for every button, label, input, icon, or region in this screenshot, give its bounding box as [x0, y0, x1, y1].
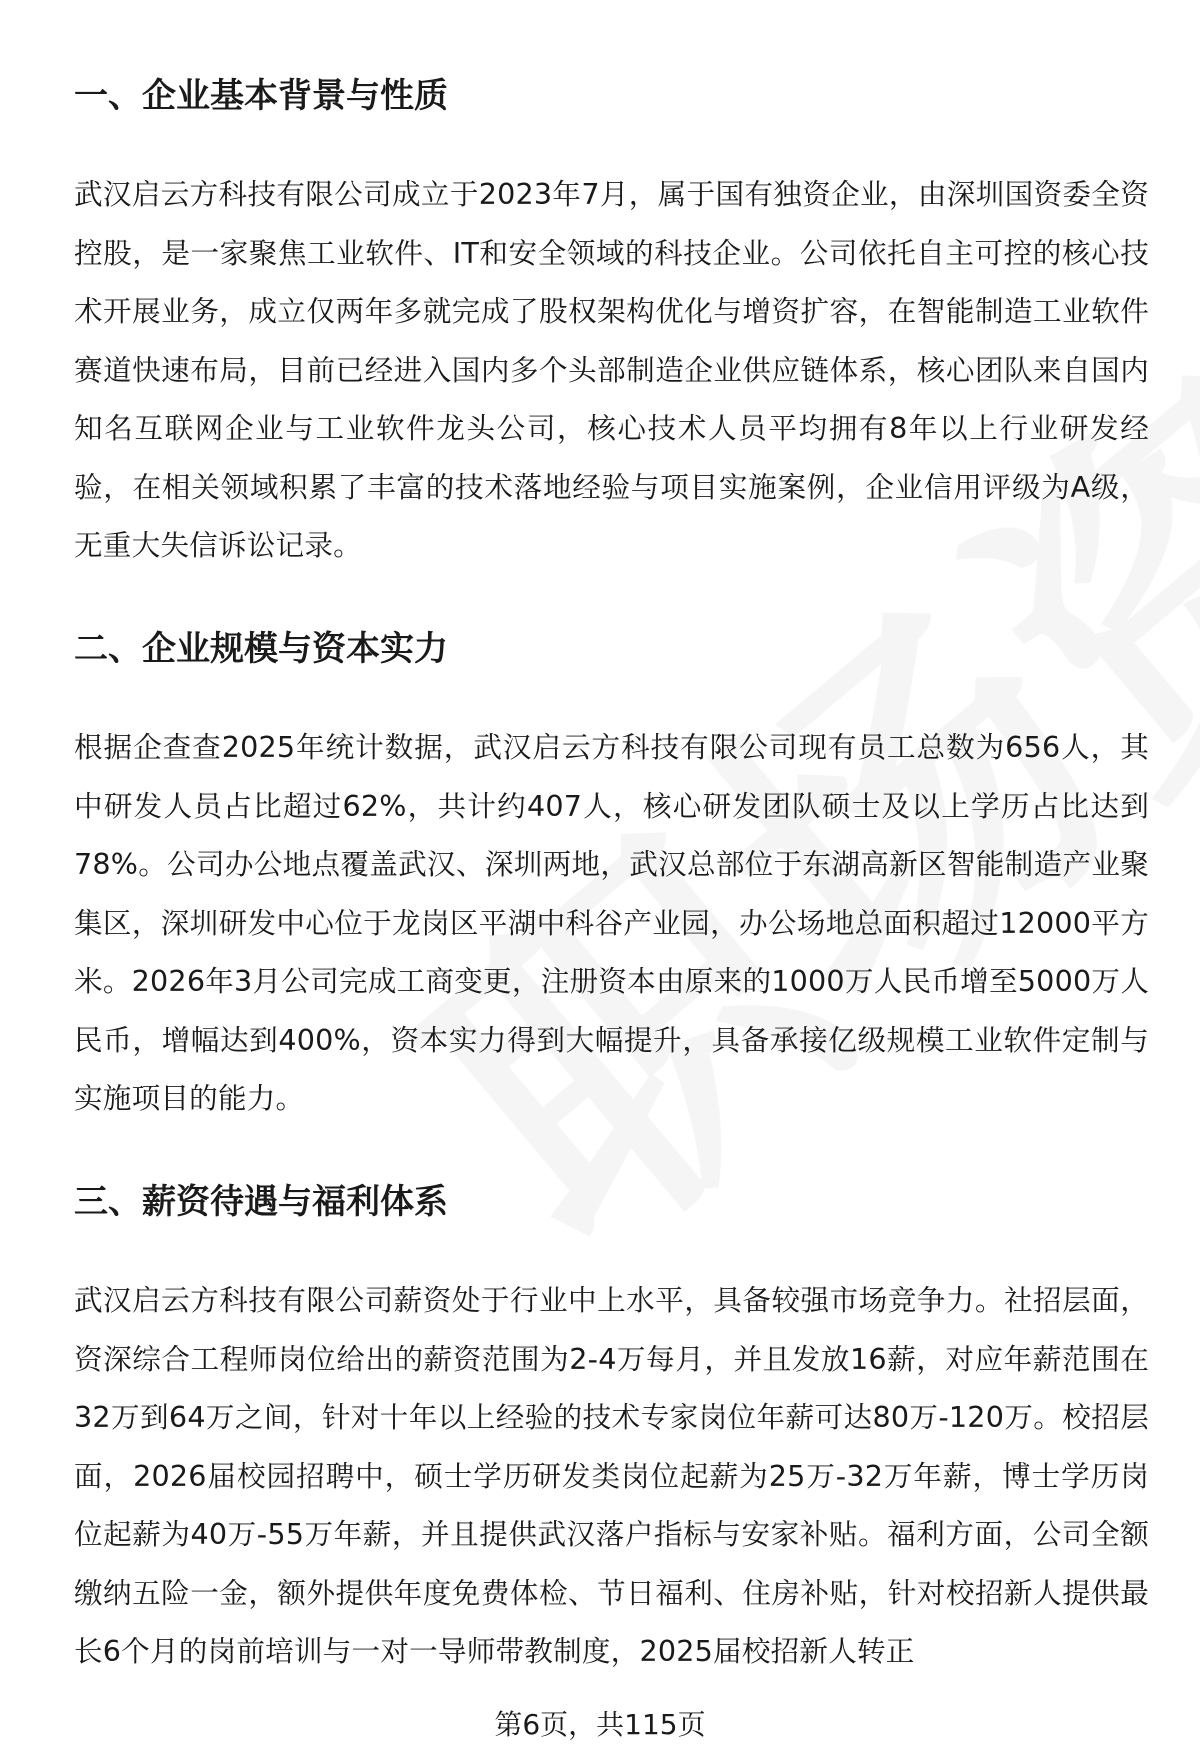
section-title-salary: 三、薪资待遇与福利体系: [74, 1182, 448, 1222]
section-body-scale: 根据企查查2025年统计数据，武汉启云方科技有限公司现有员工总数为656人，其中研发人员占比超过62%，共计约407人，核心研发团队硕士及以上学历占比达到78%。公司办公地点覆盖武汉、深圳两地，武汉总部位于东湖高新区智能制造产业聚集区，深圳研发中心位于龙岗区平湖中科谷产业园，办公场地总面积超过12000平方米。2026年3月公司完成工商变更，注册资本由原来的1000万人民币增至5000万人民币，增幅达到400%，资本实力得到大幅提升，具备承接亿级规模工业软件定制与实施项目的能力。: [74, 730, 1149, 1115]
section-title-background: 一、企业基本背景与性质: [74, 76, 448, 116]
page-number-footer: 第6页，共115页: [494, 1708, 706, 1741]
section-title-scale: 二、企业规模与资本实力: [74, 629, 448, 669]
section-body-background: 武汉启云方科技有限公司成立于2023年7月，属于国有独资企业，由深圳国资委全资控股，是一家聚焦工业软件、IT和安全领域的科技企业。公司依托自主可控的核心技术开展业务，成立仅两年多就完成了股权架构优化与增资扩容，在智能制造工业软件赛道快速布局，目前已经进入国内多个头部制造企业供应链体系，核心团队来自国内知名互联网企业与工业软件龙头公司，核心技术人员平均拥有8年以上行业研发经验，在相关领域积累了丰富的技术落地经验与项目实施案例，企业信用评级为A级，无重大失信诉讼记录。: [74, 177, 1149, 562]
section-body-salary: 武汉启云方科技有限公司薪资处于行业中上水平，具备较强市场竞争力。社招层面，资深综合工程师岗位给出的薪资范围为2-4万每月，并且发放16薪，对应年薪范围在32万到64万之间，针对十年以上经验的技术专家岗位年薪可达80万-120万。校招层面，2026届校园招聘中，硕士学历研发类岗位起薪为25万-32万年薪，博士学历岗位起薪为40万-55万年薪，并且提供武汉落户指标与安家补贴。福利方面，公司全额缴纳五险一金，额外提供年度免费体检、节日福利、住房补贴，针对校招新人提供最长6个月的岗前培训与一对一导师带教制度，2025届校招新人转正: [74, 1283, 1149, 1668]
